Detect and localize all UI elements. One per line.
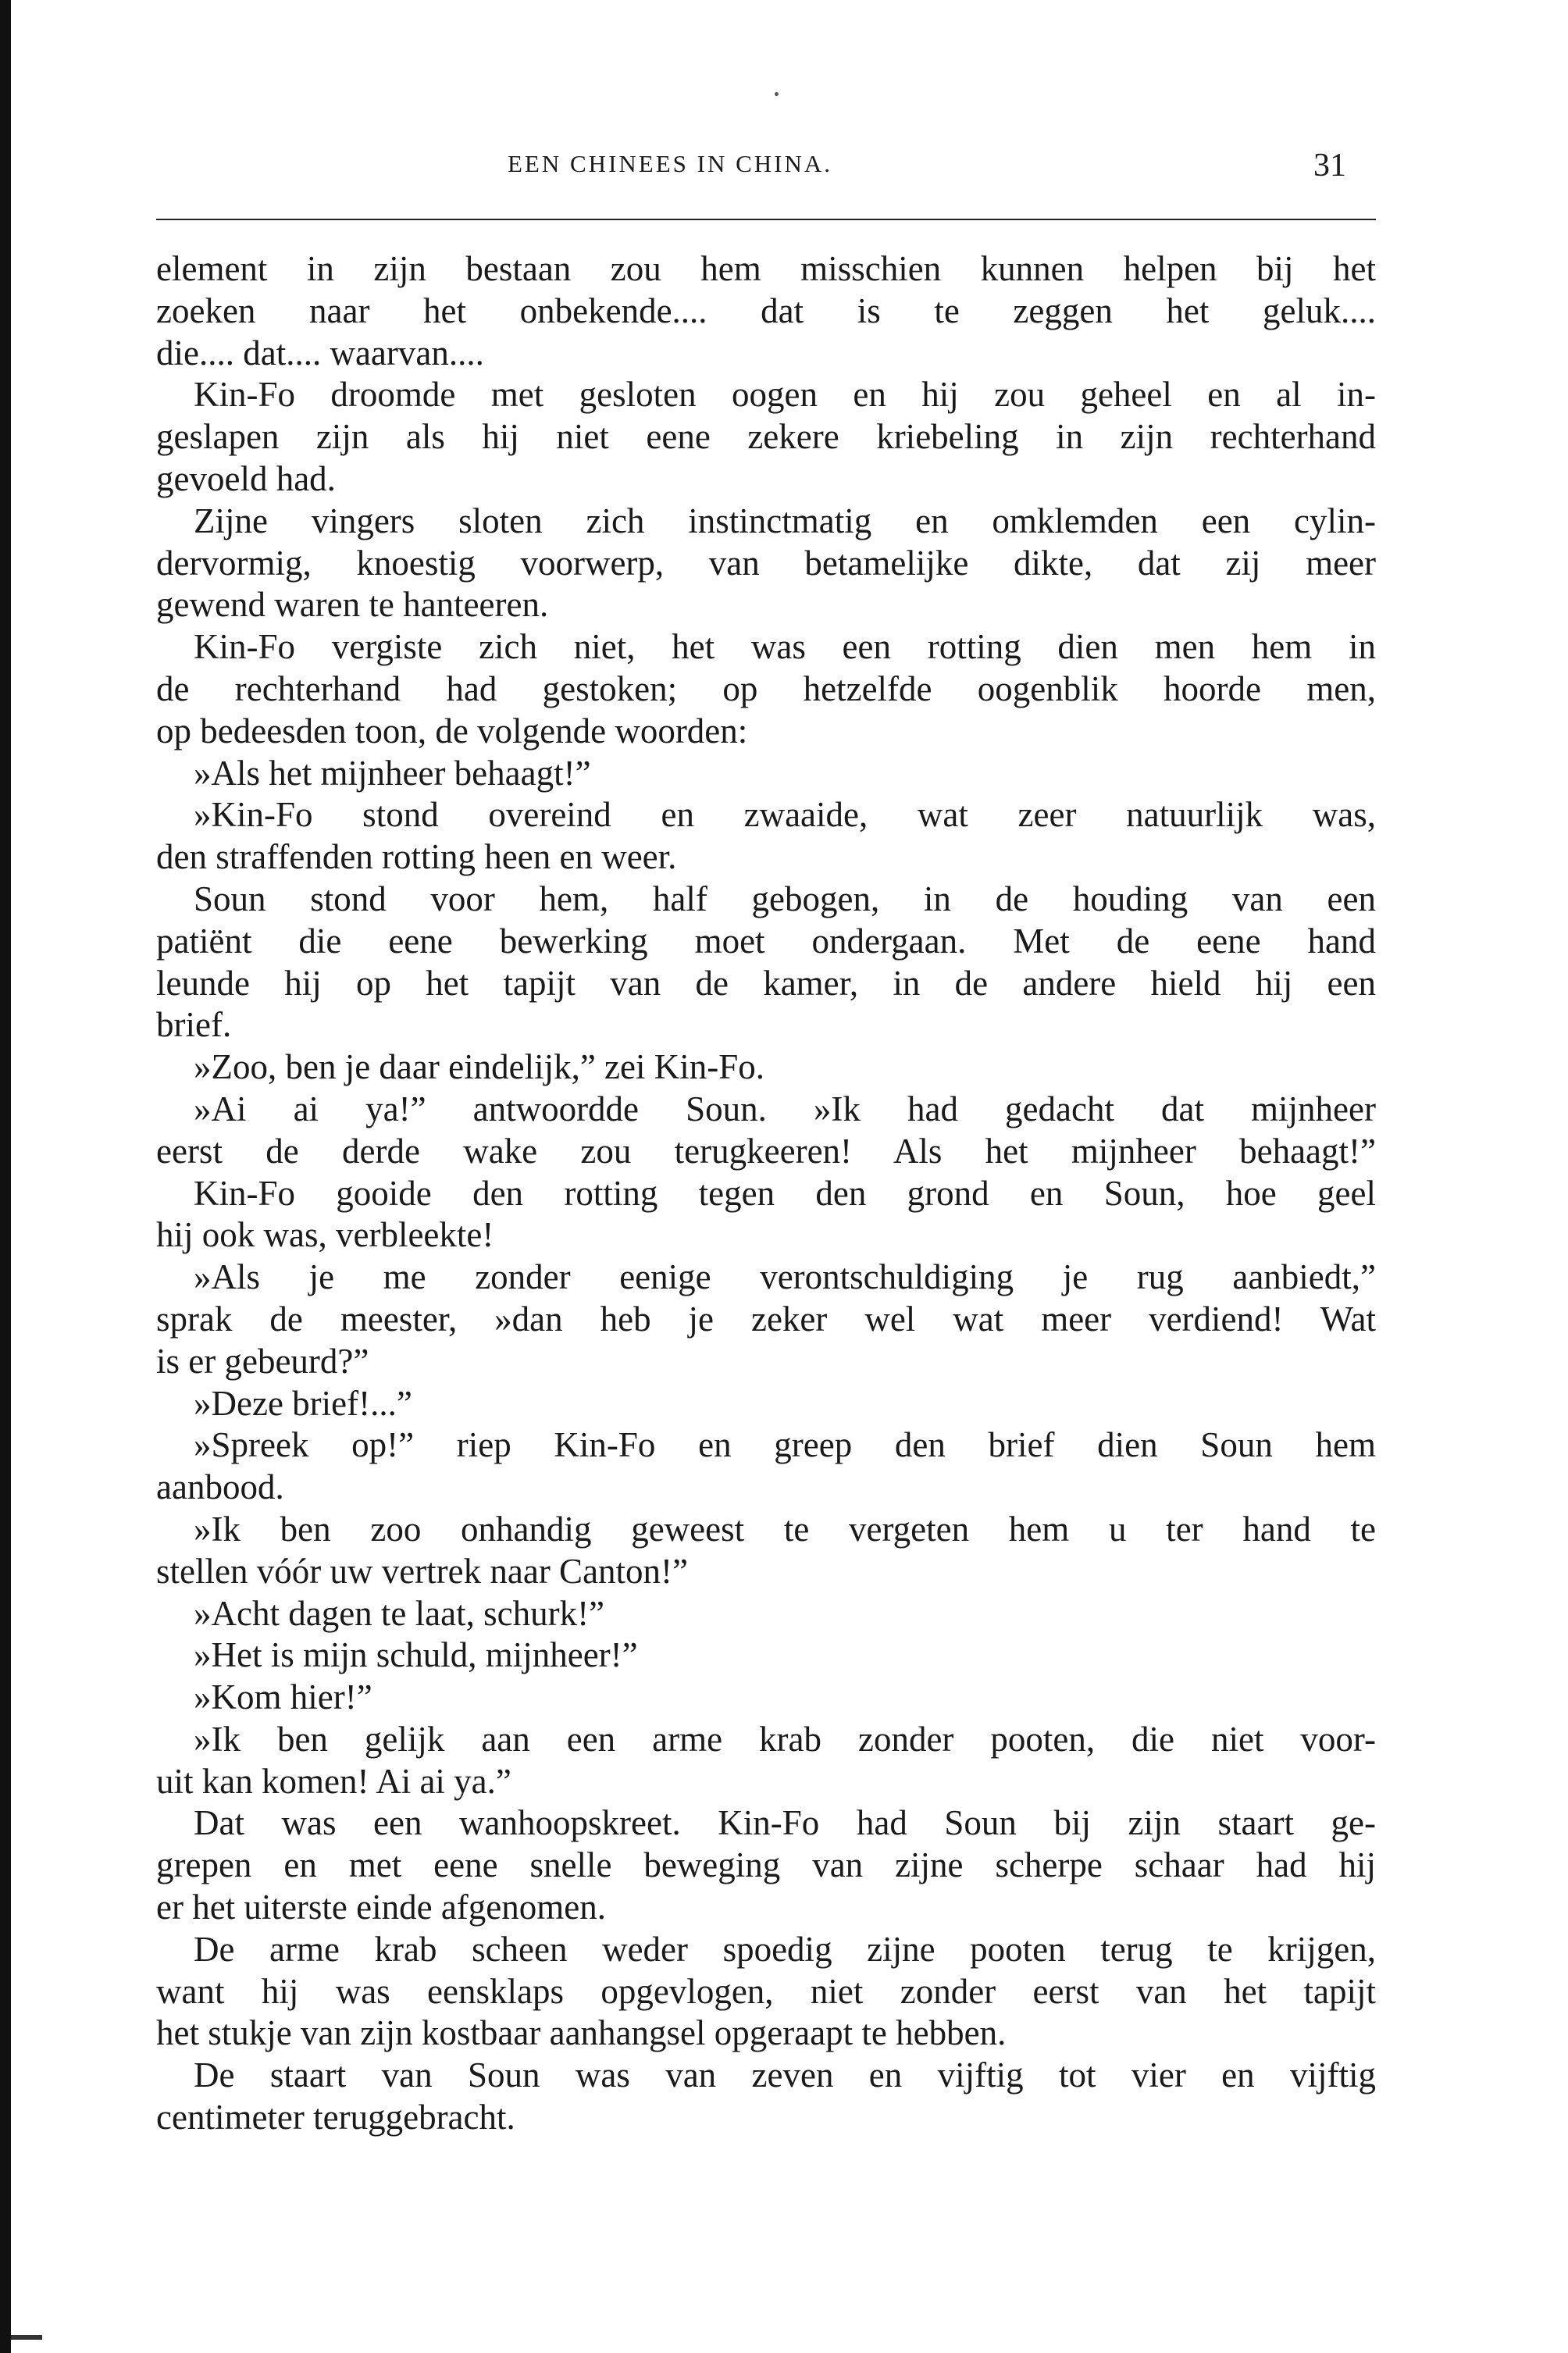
- scan-edge: [0, 0, 11, 2353]
- text-line: »Ik ben gelijk aan een arme krab zonder pooten, die niet voor-: [194, 1719, 1376, 1759]
- text-line: die.... dat.... waarvan....: [156, 333, 484, 373]
- text-line: patiënt die eene bewerking moet ondergaan. Met de eene hand: [156, 921, 1376, 961]
- text-line: gewend waren te hanteeren.: [156, 585, 549, 625]
- running-title: EEN CHINEES IN CHINA.: [508, 150, 833, 177]
- text-line: er het uiterste einde afgenomen.: [156, 1888, 606, 1927]
- text-line: stellen vóór uw vertrek naar Canton!”: [156, 1551, 688, 1591]
- text-line: »Zoo, ben je daar eindelijk,” zei Kin-Fo.: [194, 1047, 765, 1087]
- text-line: de rechterhand had gestoken; op hetzelfde oogenblik hoorde men,: [156, 668, 1376, 708]
- text-line: De staart van Soun was van zeven en vijftig tot vier en vijftig: [194, 2055, 1376, 2095]
- text-line: geslapen zijn als hij niet eene zekere kriebeling in zijn rechterhand: [156, 417, 1376, 457]
- text-line: »Acht dagen te laat, schurk!”: [194, 1593, 605, 1633]
- text-line: gevoeld had.: [156, 458, 336, 498]
- text-line: »Ik ben zoo onhandig geweest te vergeten hem u ter hand te: [194, 1509, 1376, 1549]
- text-line: grepen en met eene snelle beweging van zijne scherpe schaar had hij: [156, 1845, 1376, 1885]
- text-line: Zijne vingers sloten zich instinctmatig en omklemden een cylin-: [194, 501, 1376, 540]
- text-line: »Spreek op!” riep Kin-Fo en greep den brief dien Soun hem: [194, 1425, 1376, 1465]
- text-line: Kin-Fo droomde met gesloten oogen en hij zou geheel en al in-: [194, 375, 1376, 415]
- page-number: 31: [1313, 148, 1346, 184]
- text-line: element in zijn bestaan zou hem misschien kunnen helpen bij het: [156, 249, 1376, 288]
- text-line: uit kan komen! Ai ai ya.”: [156, 1761, 511, 1801]
- header-rule: [156, 219, 1376, 220]
- text-line: »Als het mijnheer behaagt!”: [194, 753, 591, 793]
- text-line: Dat was een wanhoopskreet. Kin-Fo had Soun bij zijn staart ge-: [194, 1803, 1376, 1843]
- text-line: centimeter teruggebracht.: [156, 2098, 515, 2137]
- text-line: »Kin-Fo stond overeind en zwaaide, wat zeer natuurlijk was,: [194, 795, 1376, 835]
- text-line: »Deze brief!...”: [194, 1383, 412, 1423]
- text-line: aanbood.: [156, 1467, 284, 1507]
- text-line: leunde hij op het tapijt van de kamer, in de andere hield hij een: [156, 963, 1376, 1003]
- text-line: Kin-Fo vergiste zich niet, het was een rotting dien men hem in: [194, 627, 1376, 667]
- body-text: [156, 248, 1376, 2139]
- text-line: brief.: [156, 1005, 232, 1045]
- text-line: is er gebeurd?”: [156, 1341, 369, 1381]
- text-line: »Kom hier!”: [194, 1677, 372, 1717]
- text-line: want hij was eensklaps opgevlogen, niet zonder eerst van het tapijt: [156, 1971, 1376, 2011]
- text-line: op bedeesden toon, de volgende woorden:: [156, 711, 748, 750]
- text-line: »Als je me zonder eenige verontschuldiging je rug aanbiedt,”: [194, 1257, 1376, 1297]
- scan-speck: [775, 92, 779, 96]
- text-line: sprak de meester, »dan heb je zeker wel wat meer verdiend! Wat: [156, 1299, 1376, 1339]
- text-line: den straffenden rotting heen en weer.: [156, 837, 677, 877]
- text-line: Soun stond voor hem, half gebogen, in de houding van een: [194, 879, 1376, 918]
- text-line: hij ook was, verbleekte!: [156, 1215, 494, 1255]
- text-line: het stukje van zijn kostbaar aanhangsel opgeraapt te hebben.: [156, 2013, 1007, 2053]
- text-line: De arme krab scheen weder spoedig zijne pooten terug te krijgen,: [194, 1929, 1376, 1969]
- text-line: dervormig, knoestig voorwerp, van betamelijke dikte, dat zij meer: [156, 543, 1376, 583]
- text-line: eerst de derde wake zou terugkeeren! Als het mijnheer behaagt!”: [156, 1131, 1376, 1171]
- scan-edge-bottom: [11, 2335, 42, 2340]
- text-line: »Het is mijn schuld, mijnheer!”: [194, 1635, 638, 1675]
- text-line: Kin-Fo gooide den rotting tegen den grond en Soun, hoe geel: [194, 1173, 1376, 1213]
- text-line: »Ai ai ya!” antwoordde Soun. »Ik had gedacht dat mijnheer: [194, 1089, 1376, 1128]
- text-line: zoeken naar het onbekende.... dat is te zeggen het geluk....: [156, 291, 1376, 330]
